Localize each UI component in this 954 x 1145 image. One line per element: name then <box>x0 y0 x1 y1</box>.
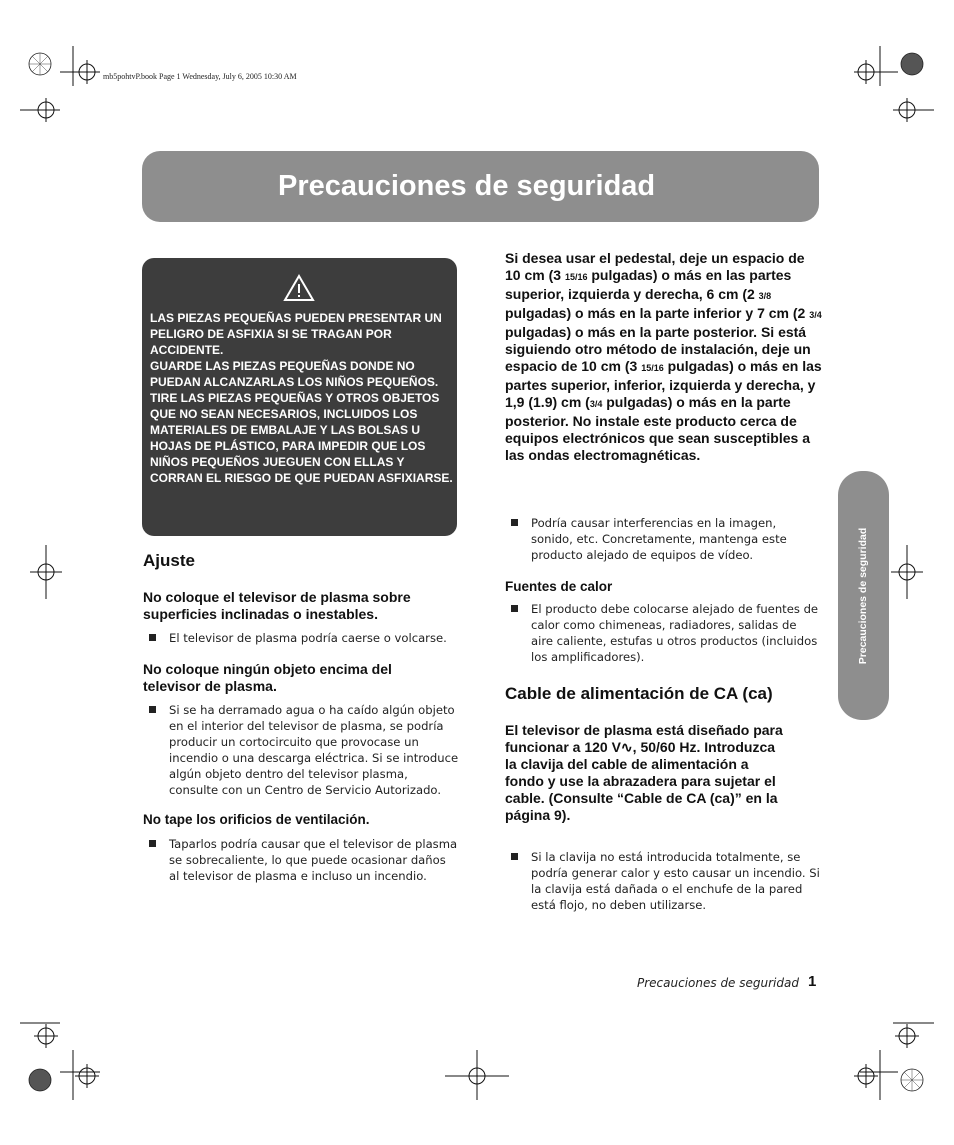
fraction: 3/8 <box>758 291 772 301</box>
ajuste-bullet-2 <box>143 702 459 798</box>
ajuste-heading-1: No coloque el televisor de plasma sobre superficies inclinadas o inestables. <box>143 589 411 622</box>
fraction: 15/16 <box>564 272 588 282</box>
bullet-text: El televisor de plasma podría caerse o volcarse. <box>169 631 447 645</box>
page-title: Precauciones de seguridad <box>278 170 656 202</box>
warning-triangle-icon <box>283 274 315 302</box>
pedestal-paragraph <box>505 250 823 464</box>
bullet-square-icon <box>149 634 156 641</box>
heat-bullet <box>505 601 821 665</box>
bullet-square-icon <box>511 853 518 860</box>
bullet-text: El producto debe colocarse alejado de fuentes de calor como chimeneas, radiadores, salidas de aire caliente, estufas u otros productos (incluidos los amplificadores). <box>531 602 819 664</box>
section-title-ajuste: Ajuste <box>143 551 195 570</box>
fraction: 3/4 <box>809 310 822 320</box>
warning-text <box>150 310 455 486</box>
bullet-square-icon <box>149 840 156 847</box>
heat-heading: Fuentes de calor <box>505 579 613 594</box>
pedestal-text: Si desea usar el pedestal, deje un espacio de 10 cm (3 <box>505 250 805 283</box>
pedestal-text: pulgadas) o más en la parte posterior. Si está siguiendo otro método de instalación, deje un espacio de 10 cm (3 <box>505 324 811 374</box>
fraction: 15/16 <box>641 363 664 373</box>
bullet-square-icon <box>149 706 156 713</box>
bullet-text: Taparlos podría causar que el televisor de plasma se sobrecaliente, lo que puede ocasionar daños al televisor de plasma e incluso un incendio. <box>169 837 458 883</box>
cable-bullet <box>505 849 823 913</box>
pedestal-text: pulgadas) o más en la parte inferior y 7 cm (2 <box>505 305 810 321</box>
print-header-line: mb5pohtvP.book Page 1 Wednesday, July 6, 2005 10:30 AM <box>103 72 297 81</box>
pedestal-bullet <box>505 515 821 563</box>
side-tab-label: Precauciones de seguridad <box>857 527 869 665</box>
cable-paragraph: El televisor de plasma está diseñado para funcionar a 120 V∿, 50/60 Hz. Introduzca la clavija del cable de alimentación a fondo y use la abrazadera para sujetar el cable. (Consulte “Cable de CA (ca)” en la página 9). <box>505 722 783 823</box>
bullet-square-icon <box>511 605 518 612</box>
page-number: 1 <box>808 973 817 990</box>
warning-line: LAS PIEZAS PEQUEÑAS PUEDEN PRESENTAR UN PELIGRO DE ASFIXIA SI SE TRAGAN POR ACCIDENTE. <box>150 311 442 357</box>
footer-label: Precauciones de seguridad <box>637 976 799 990</box>
warning-line: GUARDE LAS PIEZAS PEQUEÑAS DONDE NO PUEDAN ALCANZARLAS LOS NIÑOS PEQUEÑOS. <box>150 359 439 389</box>
pedestal-text: pulgadas) o más en la parte posterior. No instale este producto cerca de equipos electrónicos que sean susceptibles a las ondas electromagnéticas. <box>505 394 810 463</box>
section-title-cable: Cable de alimentación de CA (ca) <box>505 684 773 703</box>
fraction: 3/4 <box>589 399 603 409</box>
pedestal-text: pulgadas) o más en las partes superior, izquierda y derecha, 6 cm (2 <box>505 267 792 302</box>
ajuste-bullet-1 <box>143 630 469 646</box>
warning-line: TIRE LAS PIEZAS PEQUEÑAS Y OTROS OBJETOS QUE NO SEAN NECESARIOS, INCLUIDOS LOS MATERIALES DE EMBALAJE Y LAS BOLSAS U HOJAS DE PLÁSTICO, PARA IMPEDIR QUE LOS NIÑOS PEQUEÑOS JUEGUEN CON ELLAS Y CORRAN EL RIESGO DE QUE PUEDAN ASFIXIARSE. <box>150 391 453 485</box>
bullet-square-icon <box>511 519 518 526</box>
ajuste-heading-2: No coloque ningún objeto encima del televisor de plasma. <box>143 661 392 694</box>
bullet-text: Podría causar interferencias en la imagen, sonido, etc. Concretamente, mantenga este producto alejado de equipos de vídeo. <box>531 516 787 562</box>
bullet-text: Si la clavija no está introducida totalmente, se podría generar calor y esto causar un incendio. Si la clavija está dañada o el enchufe de la pared está flojo, no deben utilizarse. <box>531 850 820 912</box>
ajuste-heading-3: No tape los orificios de ventilación. <box>143 812 370 827</box>
pedestal-text: pulgadas) o más en las partes superior, inferior, izquierda y derecha, y 1,9 (1.9) cm ( <box>505 358 822 410</box>
bullet-text: Si se ha derramado agua o ha caído algún objeto en el interior del televisor de plasma, se podría producir un cortocircuito que provocase un incendio o una descarga eléctrica. Si se introduce algún objeto dentro del televisor plasma, consulte con un Centro de Servicio Autorizado. <box>169 703 459 797</box>
ajuste-bullet-3 <box>143 836 459 884</box>
